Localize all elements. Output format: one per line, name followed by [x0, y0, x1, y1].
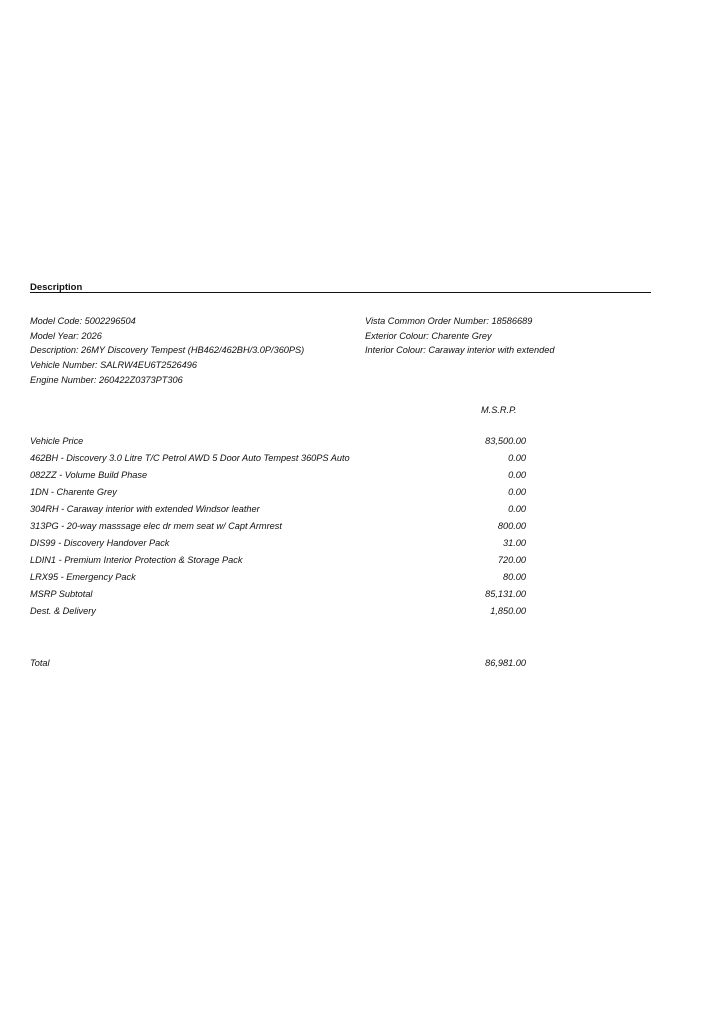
heading-divider: [30, 292, 651, 293]
price-row-dis99: [30, 538, 530, 555]
price-label: DIS99 - Discovery Handover Pack: [30, 538, 170, 548]
price-row-dest-delivery: [30, 606, 530, 623]
price-row-313pg: [30, 521, 530, 538]
description-heading: Description: [30, 282, 83, 293]
order-number: Vista Common Order Number: 18586689: [365, 316, 533, 326]
model-code: Model Code: 5002296504: [30, 316, 136, 326]
vehicle-info-left: [30, 314, 304, 387]
total-row: [30, 658, 530, 675]
price-row-304rh: [30, 504, 530, 521]
price-label: LRX95 - Emergency Pack: [30, 572, 136, 582]
engine-number: Engine Number: 260422Z0373PT306: [30, 374, 183, 385]
price-amount: 80.00: [503, 572, 526, 582]
price-amount: 83,500.00: [485, 436, 526, 446]
price-row-1dn: [30, 487, 530, 504]
msrp-column-header: M.S.R.P.: [481, 405, 517, 415]
price-label: 082ZZ - Volume Build Phase: [30, 470, 148, 480]
price-row-ldin1: [30, 555, 530, 572]
exterior-colour: Exterior Colour: Charente Grey: [365, 330, 492, 341]
price-row-lrx95: [30, 572, 530, 589]
price-label: 462BH - Discovery 3.0 Litre T/C Petrol AWD 5 Door Auto Tempest 360PS Auto: [30, 453, 350, 463]
price-amount: 1,850.00: [490, 606, 526, 616]
price-label: Dest. & Delivery: [30, 606, 96, 616]
price-amount: 0.00: [508, 487, 526, 497]
interior-colour: Interior Colour: Caraway interior with extended: [365, 345, 555, 356]
price-amount: 0.00: [508, 504, 526, 514]
pricing-table: [30, 436, 530, 623]
price-row-vehicle-price: [30, 436, 530, 453]
price-row-082zz: [30, 470, 530, 487]
price-row-462bh: [30, 453, 530, 470]
model-description: Description: 26MY Discovery Tempest (HB462/462BH/3.0P/360PS): [30, 345, 305, 356]
price-label: 1DN - Charente Grey: [30, 487, 117, 497]
price-amount: 31.00: [503, 538, 526, 548]
price-label: LDIN1 - Premium Interior Protection & Storage Pack: [30, 555, 243, 565]
vehicle-info-right: [365, 314, 554, 358]
vehicle-number: Vehicle Number: SALRW4EU6T2526496: [30, 360, 197, 371]
price-amount: 85,131.00: [485, 589, 526, 599]
price-label: Vehicle Price: [30, 436, 84, 446]
total-label: Total: [30, 658, 50, 668]
total-amount: 86,981.00: [485, 658, 526, 668]
price-label: 313PG - 20-way masssage elec dr mem seat w/ Capt Armrest: [30, 521, 282, 531]
price-amount: 800.00: [497, 521, 526, 531]
price-amount: 0.00: [508, 470, 526, 480]
price-row-msrp-subtotal: [30, 589, 530, 606]
price-amount: 720.00: [497, 555, 526, 565]
price-label: MSRP Subtotal: [30, 589, 93, 599]
price-amount: 0.00: [508, 453, 526, 463]
model-year: Model Year: 2026: [30, 330, 102, 341]
price-label: 304RH - Caraway interior with extended Windsor leather: [30, 504, 260, 514]
